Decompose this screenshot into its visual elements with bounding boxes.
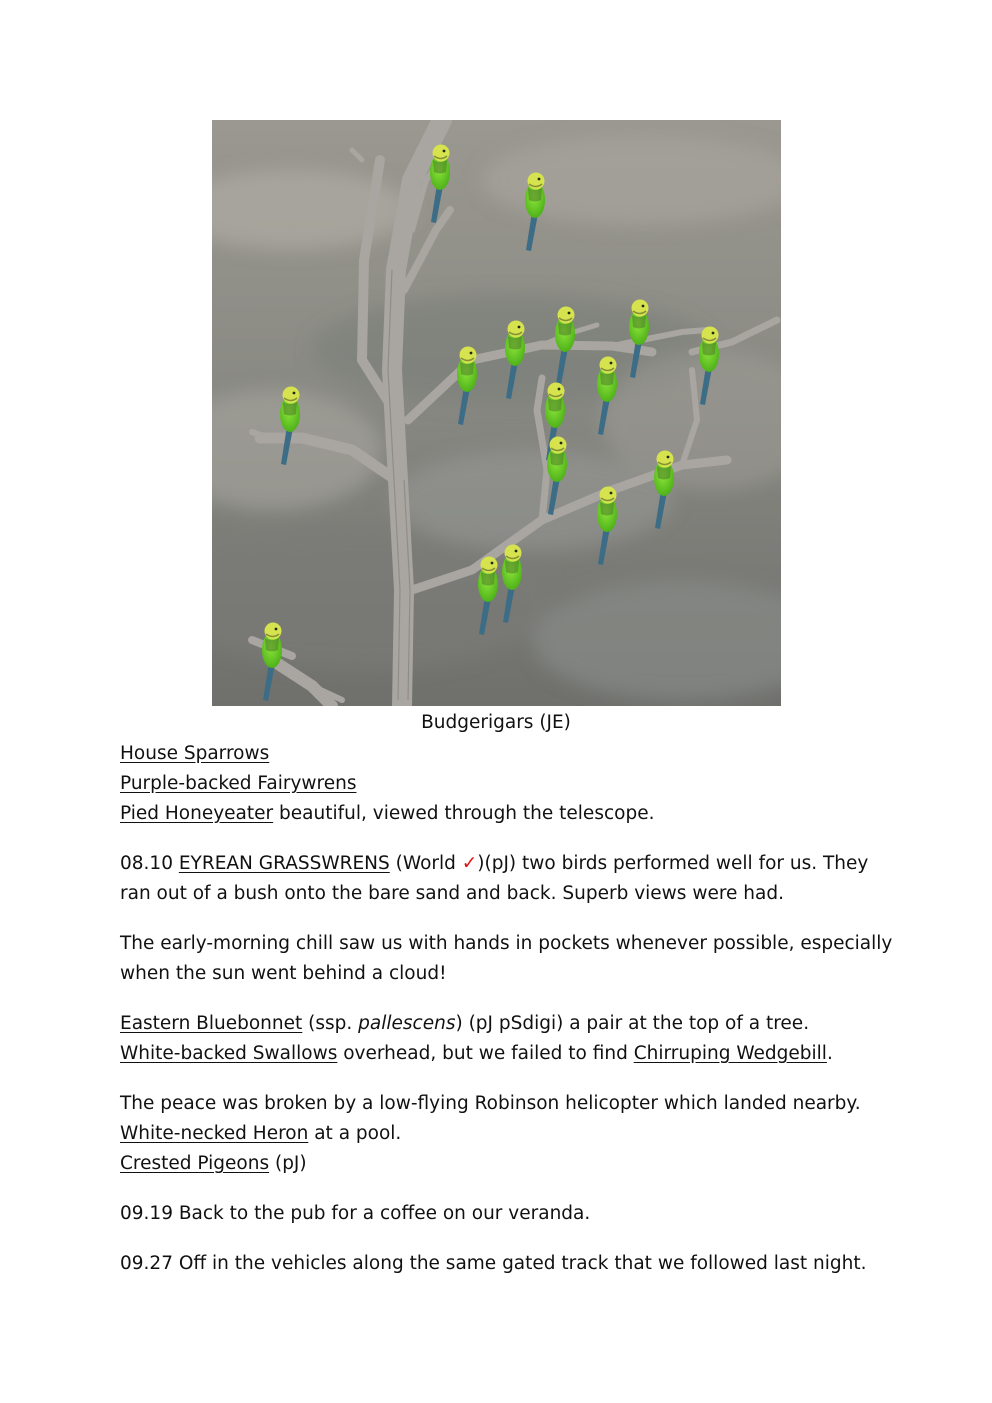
time-0810: 08.10 [120, 853, 179, 874]
body-text [120, 739, 900, 1299]
pied-honeyeater-note: beautiful, viewed through the telescope. [273, 803, 655, 824]
pigeons-note: (pJ) [269, 1153, 307, 1174]
species-white-backed-swallows: White-backed Swallows [120, 1043, 338, 1064]
budgerigars-photo [212, 120, 781, 706]
species-chirruping-wedgebill: Chirruping Wedgebill [633, 1043, 827, 1064]
wedgebill-end: . [826, 1043, 833, 1064]
species-pied-honeyeater: Pied Honeyeater [120, 803, 274, 824]
bluebonnet-post: ) (pJ pSdigi) a pair at the top of a tree. [455, 1013, 810, 1034]
species-eastern-bluebonnet: Eastern Bluebonnet [120, 1013, 303, 1034]
photo-caption: Budgerigars (JE) [421, 712, 571, 733]
subspecies-name: pallescens [358, 1013, 456, 1034]
tick-icon: ✓ [461, 853, 478, 874]
paragraph-species-list [120, 739, 900, 829]
paragraph-grasswrens [120, 849, 900, 909]
species-white-necked-heron: White-necked Heron [120, 1123, 309, 1144]
heron-note: at a pool. [308, 1123, 402, 1144]
paragraph-bluebonnet [120, 1009, 900, 1069]
bluebonnet-pre: (ssp. [302, 1013, 359, 1034]
species-purple-backed-fairywrens: Purple-backed Fairywrens [120, 773, 357, 794]
species-crested-pigeons: Crested Pigeons [120, 1153, 270, 1174]
paragraph-helicopter [120, 1089, 900, 1179]
paragraph-0919: 09.19 Back to the pub for a coffee on our veranda. [120, 1203, 591, 1224]
paragraph-morning-chill: The early-morning chill saw us with hands in pockets whenever possible, especially when the sun went behind a cloud! [120, 933, 893, 984]
species-eyrean-grasswrens: EYREAN GRASSWRENS [178, 853, 390, 874]
helicopter-text: The peace was broken by a low-flying Robinson helicopter which landed nearby. [120, 1093, 861, 1114]
species-house-sparrows: House Sparrows [120, 743, 270, 764]
grasswrens-pre-tick: (World [389, 853, 462, 874]
swallows-note: overhead, but we failed to find [337, 1043, 634, 1064]
paragraph-0927: 09.27 Off in the vehicles along the same gated track that we followed last night. [120, 1253, 867, 1274]
grasswrens-note: )(pJ) two birds performed well for us. They ran out of a bush onto the bare sand and back. Superb views were had. [120, 853, 869, 904]
